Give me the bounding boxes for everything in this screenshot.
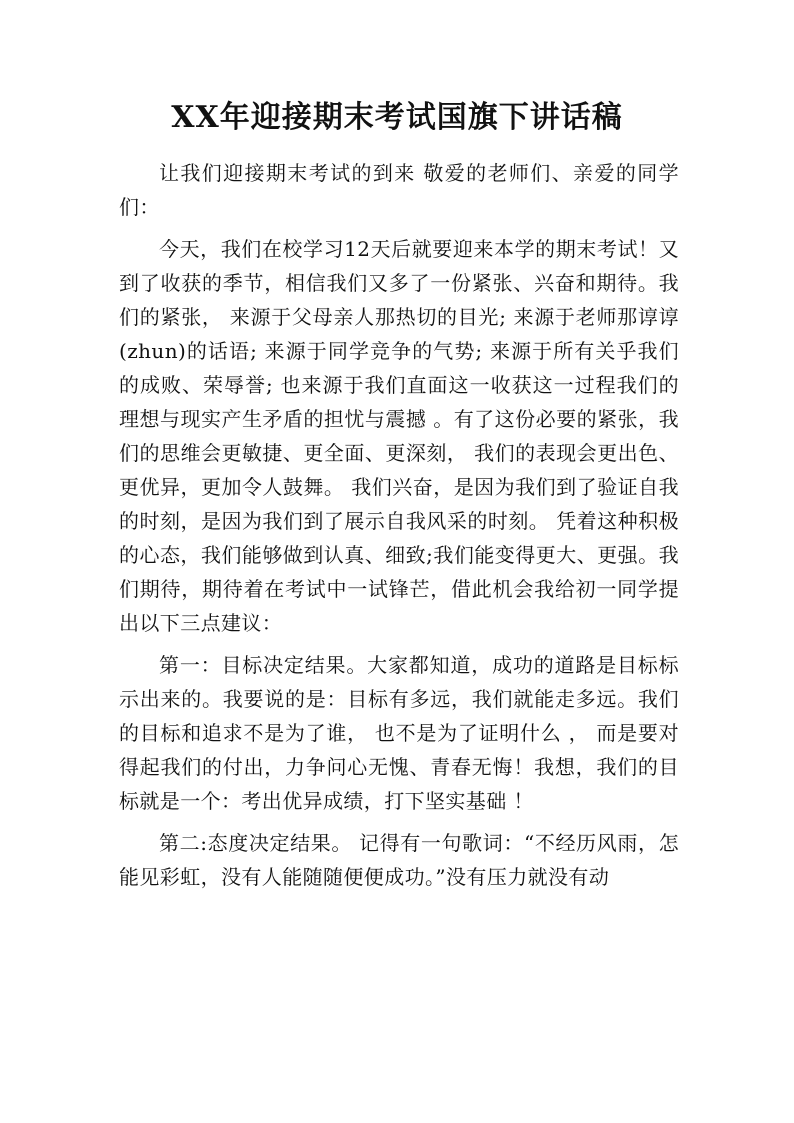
paragraph-greeting: 让我们迎接期末考试的到来 敬爱的老师们、亲爱的同学们： <box>119 161 679 219</box>
paragraph-exam-feelings: 今天，我们在校学习12天后就要迎来本学的期末考试！又到了收获的季节，相信我们又多了一份紧张、兴奋和期待。我们的紧张， 来源于父母亲人那热切的目光; 来源于老师那谆谆(zhun)的话语; 来源于同学竞争的气势; 来源于所有关乎我们的成败、荣辱誉; 也来源于我们直面这一收获这一过程我们的理想与现实产生矛盾的担忧与震撼 。有了这份必要的紧张，我们的思维会更敏捷、更全面、更深刻， 我们的表现会更出色、更优异，更加令人鼓舞。 我们兴奋，是因为我们到了验证自我的时刻，是因为我们到了展示自我风采的时刻。 凭着这种积极的心态，我们能够做到认真、细致;我们能变得更大、更强。我们期待，期待着在考试中一试锋芒，借此机会我给初一同学提出以下三点建议： <box>119 237 679 635</box>
document-body <box>119 156 679 902</box>
document-title: XX年迎接期末考试国旗下讲话稿 <box>171 100 623 135</box>
paragraph-suggestion-one: 第一：目标决定结果。大家都知道，成功的道路是目标标示出来的。我要说的是：目标有多远，我们就能走多远。我们的目标和追求不是为了谁， 也不是为了证明什么 ， 而是要对得起我们的付出，力争问心无愧、青春无悔！我想，我们的目标就是一个：考出优异成绩，打下坚实基础 ！ <box>119 653 679 813</box>
paragraph-suggestion-two: 第二:态度决定结果。 记得有一句歌词：“不经历风雨，怎能见彩虹，没有人能随随便便成功。”没有压力就没有动 <box>119 831 679 889</box>
